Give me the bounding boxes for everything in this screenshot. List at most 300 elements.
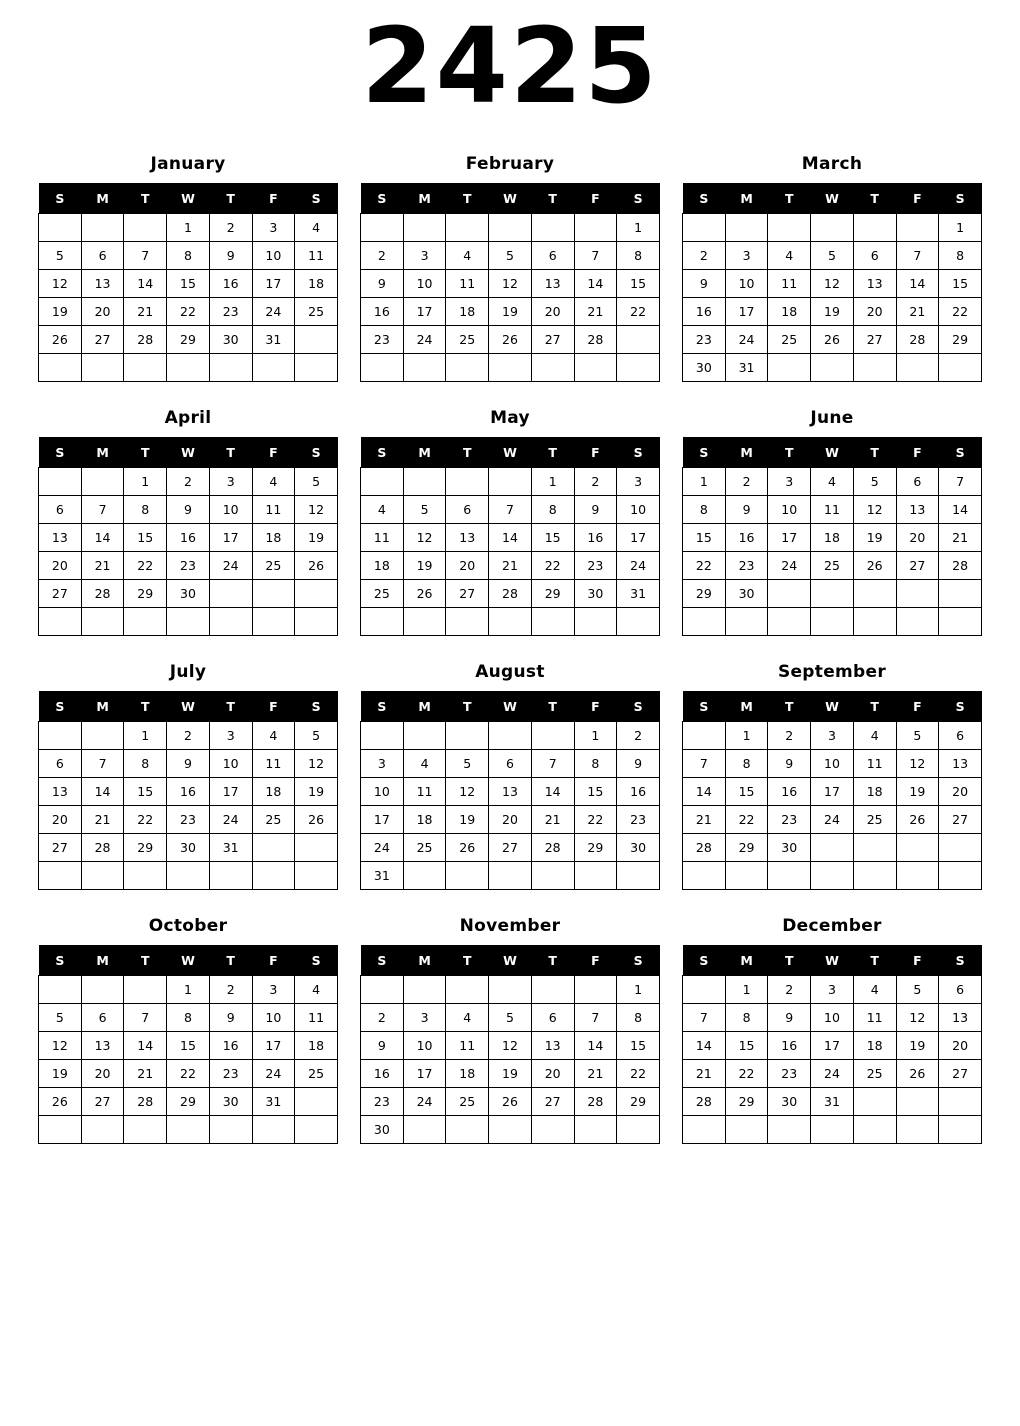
day-cell[interactable]: 19 [489, 1060, 532, 1088]
day-cell[interactable]: 23 [574, 552, 617, 580]
day-cell[interactable]: 13 [39, 524, 82, 552]
day-cell[interactable]: 8 [167, 1004, 210, 1032]
day-cell[interactable]: 16 [209, 270, 252, 298]
day-cell[interactable]: 6 [81, 1004, 124, 1032]
day-cell[interactable]: 22 [683, 552, 726, 580]
day-cell[interactable]: 15 [725, 1032, 768, 1060]
day-cell[interactable]: 30 [361, 1116, 404, 1144]
day-cell[interactable]: 8 [939, 242, 982, 270]
day-cell[interactable]: 3 [725, 242, 768, 270]
day-cell[interactable]: 1 [617, 976, 660, 1004]
day-cell[interactable]: 13 [896, 496, 939, 524]
day-cell[interactable]: 12 [853, 496, 896, 524]
day-cell[interactable]: 4 [768, 242, 811, 270]
day-cell[interactable]: 13 [531, 270, 574, 298]
day-cell[interactable]: 7 [683, 1004, 726, 1032]
day-cell[interactable]: 11 [768, 270, 811, 298]
day-cell[interactable]: 19 [896, 1032, 939, 1060]
day-cell[interactable]: 1 [531, 468, 574, 496]
day-cell[interactable]: 30 [574, 580, 617, 608]
day-cell[interactable]: 24 [768, 552, 811, 580]
day-cell[interactable]: 3 [617, 468, 660, 496]
day-cell[interactable]: 14 [489, 524, 532, 552]
day-cell[interactable]: 17 [403, 1060, 446, 1088]
day-cell[interactable]: 10 [811, 1004, 854, 1032]
day-cell[interactable]: 13 [853, 270, 896, 298]
day-cell[interactable]: 27 [853, 326, 896, 354]
day-cell[interactable]: 27 [489, 834, 532, 862]
day-cell[interactable]: 27 [39, 580, 82, 608]
day-cell[interactable]: 29 [725, 1088, 768, 1116]
day-cell[interactable]: 25 [252, 806, 295, 834]
day-cell[interactable]: 11 [361, 524, 404, 552]
day-cell[interactable]: 23 [683, 326, 726, 354]
day-cell[interactable]: 14 [574, 1032, 617, 1060]
day-cell[interactable]: 6 [81, 242, 124, 270]
day-cell[interactable]: 17 [252, 1032, 295, 1060]
day-cell[interactable]: 22 [725, 806, 768, 834]
day-cell[interactable]: 15 [124, 524, 167, 552]
day-cell[interactable]: 12 [811, 270, 854, 298]
day-cell[interactable]: 11 [446, 270, 489, 298]
day-cell[interactable]: 4 [446, 242, 489, 270]
day-cell[interactable]: 7 [81, 750, 124, 778]
day-cell[interactable]: 23 [361, 1088, 404, 1116]
day-cell[interactable]: 21 [124, 298, 167, 326]
day-cell[interactable]: 7 [124, 1004, 167, 1032]
day-cell[interactable]: 26 [39, 1088, 82, 1116]
day-cell[interactable]: 24 [209, 552, 252, 580]
day-cell[interactable]: 1 [939, 214, 982, 242]
day-cell[interactable]: 26 [811, 326, 854, 354]
day-cell[interactable]: 6 [531, 1004, 574, 1032]
day-cell[interactable]: 29 [167, 326, 210, 354]
day-cell[interactable]: 18 [446, 298, 489, 326]
day-cell[interactable]: 13 [939, 750, 982, 778]
day-cell[interactable]: 25 [295, 298, 338, 326]
day-cell[interactable]: 6 [939, 976, 982, 1004]
day-cell[interactable]: 26 [403, 580, 446, 608]
day-cell[interactable]: 14 [683, 1032, 726, 1060]
day-cell[interactable]: 30 [209, 1088, 252, 1116]
day-cell[interactable]: 25 [853, 1060, 896, 1088]
day-cell[interactable]: 18 [811, 524, 854, 552]
day-cell[interactable]: 9 [617, 750, 660, 778]
day-cell[interactable]: 12 [446, 778, 489, 806]
day-cell[interactable]: 4 [853, 722, 896, 750]
day-cell[interactable]: 4 [252, 468, 295, 496]
day-cell[interactable]: 26 [896, 806, 939, 834]
day-cell[interactable]: 5 [489, 242, 532, 270]
day-cell[interactable]: 24 [361, 834, 404, 862]
day-cell[interactable]: 28 [81, 580, 124, 608]
day-cell[interactable]: 7 [531, 750, 574, 778]
day-cell[interactable]: 31 [725, 354, 768, 382]
day-cell[interactable]: 1 [683, 468, 726, 496]
day-cell[interactable]: 6 [939, 722, 982, 750]
day-cell[interactable]: 27 [531, 1088, 574, 1116]
day-cell[interactable]: 19 [896, 778, 939, 806]
day-cell[interactable]: 29 [531, 580, 574, 608]
day-cell[interactable]: 22 [939, 298, 982, 326]
day-cell[interactable]: 17 [811, 778, 854, 806]
day-cell[interactable]: 5 [896, 722, 939, 750]
day-cell[interactable]: 17 [725, 298, 768, 326]
day-cell[interactable]: 9 [768, 750, 811, 778]
day-cell[interactable]: 12 [39, 1032, 82, 1060]
day-cell[interactable]: 20 [531, 298, 574, 326]
day-cell[interactable]: 9 [361, 1032, 404, 1060]
day-cell[interactable]: 24 [811, 1060, 854, 1088]
day-cell[interactable]: 10 [209, 496, 252, 524]
day-cell[interactable]: 27 [39, 834, 82, 862]
day-cell[interactable]: 13 [81, 270, 124, 298]
day-cell[interactable]: 25 [403, 834, 446, 862]
day-cell[interactable]: 3 [361, 750, 404, 778]
day-cell[interactable]: 4 [295, 214, 338, 242]
day-cell[interactable]: 21 [124, 1060, 167, 1088]
day-cell[interactable]: 6 [39, 496, 82, 524]
day-cell[interactable]: 10 [209, 750, 252, 778]
day-cell[interactable]: 25 [295, 1060, 338, 1088]
day-cell[interactable]: 14 [574, 270, 617, 298]
day-cell[interactable]: 16 [725, 524, 768, 552]
day-cell[interactable]: 8 [725, 750, 768, 778]
day-cell[interactable]: 10 [617, 496, 660, 524]
day-cell[interactable]: 20 [939, 778, 982, 806]
day-cell[interactable]: 10 [403, 270, 446, 298]
day-cell[interactable]: 7 [939, 468, 982, 496]
day-cell[interactable]: 26 [295, 552, 338, 580]
day-cell[interactable]: 17 [403, 298, 446, 326]
day-cell[interactable]: 2 [574, 468, 617, 496]
day-cell[interactable]: 2 [768, 722, 811, 750]
day-cell[interactable]: 5 [896, 976, 939, 1004]
day-cell[interactable]: 26 [295, 806, 338, 834]
day-cell[interactable]: 6 [39, 750, 82, 778]
day-cell[interactable]: 11 [853, 1004, 896, 1032]
day-cell[interactable]: 5 [811, 242, 854, 270]
day-cell[interactable]: 9 [209, 1004, 252, 1032]
day-cell[interactable]: 28 [683, 1088, 726, 1116]
day-cell[interactable]: 3 [768, 468, 811, 496]
day-cell[interactable]: 10 [725, 270, 768, 298]
day-cell[interactable]: 18 [295, 1032, 338, 1060]
day-cell[interactable]: 7 [896, 242, 939, 270]
day-cell[interactable]: 25 [446, 1088, 489, 1116]
day-cell[interactable]: 6 [489, 750, 532, 778]
day-cell[interactable]: 28 [574, 1088, 617, 1116]
day-cell[interactable]: 15 [683, 524, 726, 552]
day-cell[interactable]: 5 [295, 468, 338, 496]
day-cell[interactable]: 14 [124, 1032, 167, 1060]
day-cell[interactable]: 2 [361, 1004, 404, 1032]
day-cell[interactable]: 10 [361, 778, 404, 806]
day-cell[interactable]: 9 [725, 496, 768, 524]
day-cell[interactable]: 28 [81, 834, 124, 862]
day-cell[interactable]: 25 [252, 552, 295, 580]
day-cell[interactable]: 22 [725, 1060, 768, 1088]
day-cell[interactable]: 23 [209, 1060, 252, 1088]
day-cell[interactable]: 6 [853, 242, 896, 270]
day-cell[interactable]: 3 [811, 976, 854, 1004]
day-cell[interactable]: 8 [617, 242, 660, 270]
day-cell[interactable]: 26 [853, 552, 896, 580]
day-cell[interactable]: 9 [361, 270, 404, 298]
day-cell[interactable]: 13 [446, 524, 489, 552]
day-cell[interactable]: 6 [896, 468, 939, 496]
day-cell[interactable]: 1 [725, 976, 768, 1004]
day-cell[interactable]: 3 [209, 722, 252, 750]
day-cell[interactable]: 15 [124, 778, 167, 806]
day-cell[interactable]: 28 [124, 326, 167, 354]
day-cell[interactable]: 9 [683, 270, 726, 298]
day-cell[interactable]: 11 [853, 750, 896, 778]
day-cell[interactable]: 21 [489, 552, 532, 580]
day-cell[interactable]: 14 [81, 524, 124, 552]
day-cell[interactable]: 21 [531, 806, 574, 834]
day-cell[interactable]: 8 [124, 496, 167, 524]
day-cell[interactable]: 23 [725, 552, 768, 580]
day-cell[interactable]: 28 [574, 326, 617, 354]
day-cell[interactable]: 17 [209, 778, 252, 806]
day-cell[interactable]: 19 [853, 524, 896, 552]
day-cell[interactable]: 28 [683, 834, 726, 862]
day-cell[interactable]: 21 [81, 552, 124, 580]
day-cell[interactable]: 12 [39, 270, 82, 298]
day-cell[interactable]: 22 [167, 298, 210, 326]
day-cell[interactable]: 23 [209, 298, 252, 326]
day-cell[interactable]: 3 [209, 468, 252, 496]
day-cell[interactable]: 3 [252, 214, 295, 242]
day-cell[interactable]: 4 [853, 976, 896, 1004]
day-cell[interactable]: 18 [768, 298, 811, 326]
day-cell[interactable]: 2 [209, 976, 252, 1004]
day-cell[interactable]: 18 [252, 524, 295, 552]
day-cell[interactable]: 16 [617, 778, 660, 806]
day-cell[interactable]: 3 [252, 976, 295, 1004]
day-cell[interactable]: 15 [617, 270, 660, 298]
day-cell[interactable]: 10 [768, 496, 811, 524]
day-cell[interactable]: 24 [725, 326, 768, 354]
day-cell[interactable]: 31 [811, 1088, 854, 1116]
day-cell[interactable]: 1 [124, 468, 167, 496]
day-cell[interactable]: 24 [252, 298, 295, 326]
day-cell[interactable]: 29 [124, 834, 167, 862]
day-cell[interactable]: 18 [853, 778, 896, 806]
day-cell[interactable]: 13 [81, 1032, 124, 1060]
day-cell[interactable]: 12 [295, 496, 338, 524]
day-cell[interactable]: 20 [39, 552, 82, 580]
day-cell[interactable]: 28 [896, 326, 939, 354]
day-cell[interactable]: 23 [617, 806, 660, 834]
day-cell[interactable]: 15 [531, 524, 574, 552]
day-cell[interactable]: 29 [167, 1088, 210, 1116]
day-cell[interactable]: 17 [811, 1032, 854, 1060]
day-cell[interactable]: 9 [167, 750, 210, 778]
day-cell[interactable]: 14 [683, 778, 726, 806]
day-cell[interactable]: 15 [617, 1032, 660, 1060]
day-cell[interactable]: 20 [81, 1060, 124, 1088]
day-cell[interactable]: 30 [768, 1088, 811, 1116]
day-cell[interactable]: 4 [403, 750, 446, 778]
day-cell[interactable]: 23 [361, 326, 404, 354]
day-cell[interactable]: 26 [896, 1060, 939, 1088]
day-cell[interactable]: 22 [167, 1060, 210, 1088]
day-cell[interactable]: 8 [124, 750, 167, 778]
day-cell[interactable]: 14 [531, 778, 574, 806]
day-cell[interactable]: 7 [124, 242, 167, 270]
day-cell[interactable]: 24 [403, 1088, 446, 1116]
day-cell[interactable]: 21 [574, 298, 617, 326]
day-cell[interactable]: 27 [81, 1088, 124, 1116]
day-cell[interactable]: 21 [574, 1060, 617, 1088]
day-cell[interactable]: 4 [295, 976, 338, 1004]
day-cell[interactable]: 17 [768, 524, 811, 552]
day-cell[interactable]: 21 [683, 1060, 726, 1088]
day-cell[interactable]: 8 [617, 1004, 660, 1032]
day-cell[interactable]: 30 [617, 834, 660, 862]
day-cell[interactable]: 19 [295, 778, 338, 806]
day-cell[interactable]: 9 [209, 242, 252, 270]
day-cell[interactable]: 12 [896, 750, 939, 778]
day-cell[interactable]: 12 [295, 750, 338, 778]
day-cell[interactable]: 7 [574, 1004, 617, 1032]
day-cell[interactable]: 21 [939, 524, 982, 552]
day-cell[interactable]: 21 [683, 806, 726, 834]
day-cell[interactable]: 28 [124, 1088, 167, 1116]
day-cell[interactable]: 22 [617, 1060, 660, 1088]
day-cell[interactable]: 11 [295, 1004, 338, 1032]
day-cell[interactable]: 1 [725, 722, 768, 750]
day-cell[interactable]: 18 [252, 778, 295, 806]
day-cell[interactable]: 13 [489, 778, 532, 806]
day-cell[interactable]: 24 [209, 806, 252, 834]
day-cell[interactable]: 19 [446, 806, 489, 834]
day-cell[interactable]: 21 [896, 298, 939, 326]
day-cell[interactable]: 16 [361, 1060, 404, 1088]
day-cell[interactable]: 26 [489, 326, 532, 354]
day-cell[interactable]: 25 [811, 552, 854, 580]
day-cell[interactable]: 23 [167, 552, 210, 580]
day-cell[interactable]: 20 [446, 552, 489, 580]
day-cell[interactable]: 4 [361, 496, 404, 524]
day-cell[interactable]: 3 [811, 722, 854, 750]
day-cell[interactable]: 13 [939, 1004, 982, 1032]
day-cell[interactable]: 15 [167, 1032, 210, 1060]
day-cell[interactable]: 8 [167, 242, 210, 270]
day-cell[interactable]: 24 [403, 326, 446, 354]
day-cell[interactable]: 10 [403, 1032, 446, 1060]
day-cell[interactable]: 17 [209, 524, 252, 552]
day-cell[interactable]: 14 [896, 270, 939, 298]
day-cell[interactable]: 11 [295, 242, 338, 270]
day-cell[interactable]: 2 [167, 468, 210, 496]
day-cell[interactable]: 19 [403, 552, 446, 580]
day-cell[interactable]: 4 [811, 468, 854, 496]
day-cell[interactable]: 20 [939, 1032, 982, 1060]
day-cell[interactable]: 30 [683, 354, 726, 382]
day-cell[interactable]: 16 [683, 298, 726, 326]
day-cell[interactable]: 2 [725, 468, 768, 496]
day-cell[interactable]: 9 [167, 496, 210, 524]
day-cell[interactable]: 5 [295, 722, 338, 750]
day-cell[interactable]: 28 [489, 580, 532, 608]
day-cell[interactable]: 7 [489, 496, 532, 524]
day-cell[interactable]: 28 [531, 834, 574, 862]
day-cell[interactable]: 12 [896, 1004, 939, 1032]
day-cell[interactable]: 19 [489, 298, 532, 326]
day-cell[interactable]: 11 [811, 496, 854, 524]
day-cell[interactable]: 6 [446, 496, 489, 524]
day-cell[interactable]: 4 [252, 722, 295, 750]
day-cell[interactable]: 12 [489, 270, 532, 298]
day-cell[interactable]: 27 [896, 552, 939, 580]
day-cell[interactable]: 17 [361, 806, 404, 834]
day-cell[interactable]: 29 [574, 834, 617, 862]
day-cell[interactable]: 5 [853, 468, 896, 496]
day-cell[interactable]: 22 [124, 806, 167, 834]
day-cell[interactable]: 14 [81, 778, 124, 806]
day-cell[interactable]: 27 [446, 580, 489, 608]
day-cell[interactable]: 27 [531, 326, 574, 354]
day-cell[interactable]: 26 [446, 834, 489, 862]
day-cell[interactable]: 31 [252, 326, 295, 354]
day-cell[interactable]: 8 [725, 1004, 768, 1032]
day-cell[interactable]: 7 [683, 750, 726, 778]
day-cell[interactable]: 12 [489, 1032, 532, 1060]
day-cell[interactable]: 14 [939, 496, 982, 524]
day-cell[interactable]: 29 [683, 580, 726, 608]
day-cell[interactable]: 1 [167, 976, 210, 1004]
day-cell[interactable]: 12 [403, 524, 446, 552]
day-cell[interactable]: 31 [617, 580, 660, 608]
day-cell[interactable]: 3 [403, 1004, 446, 1032]
day-cell[interactable]: 23 [768, 1060, 811, 1088]
day-cell[interactable]: 19 [39, 298, 82, 326]
day-cell[interactable]: 5 [489, 1004, 532, 1032]
day-cell[interactable]: 10 [252, 1004, 295, 1032]
day-cell[interactable]: 16 [361, 298, 404, 326]
day-cell[interactable]: 3 [403, 242, 446, 270]
day-cell[interactable]: 7 [81, 496, 124, 524]
day-cell[interactable]: 31 [209, 834, 252, 862]
day-cell[interactable]: 29 [725, 834, 768, 862]
day-cell[interactable]: 31 [252, 1088, 295, 1116]
day-cell[interactable]: 17 [617, 524, 660, 552]
day-cell[interactable]: 8 [683, 496, 726, 524]
day-cell[interactable]: 30 [167, 834, 210, 862]
day-cell[interactable]: 24 [811, 806, 854, 834]
day-cell[interactable]: 24 [252, 1060, 295, 1088]
day-cell[interactable]: 20 [531, 1060, 574, 1088]
day-cell[interactable]: 27 [81, 326, 124, 354]
day-cell[interactable]: 10 [252, 242, 295, 270]
day-cell[interactable]: 18 [446, 1060, 489, 1088]
day-cell[interactable]: 16 [209, 1032, 252, 1060]
day-cell[interactable]: 1 [167, 214, 210, 242]
day-cell[interactable]: 7 [574, 242, 617, 270]
day-cell[interactable]: 16 [167, 524, 210, 552]
day-cell[interactable]: 19 [39, 1060, 82, 1088]
day-cell[interactable]: 1 [124, 722, 167, 750]
day-cell[interactable]: 15 [725, 778, 768, 806]
day-cell[interactable]: 20 [39, 806, 82, 834]
day-cell[interactable]: 26 [39, 326, 82, 354]
day-cell[interactable]: 5 [39, 1004, 82, 1032]
day-cell[interactable]: 19 [811, 298, 854, 326]
day-cell[interactable]: 2 [361, 242, 404, 270]
